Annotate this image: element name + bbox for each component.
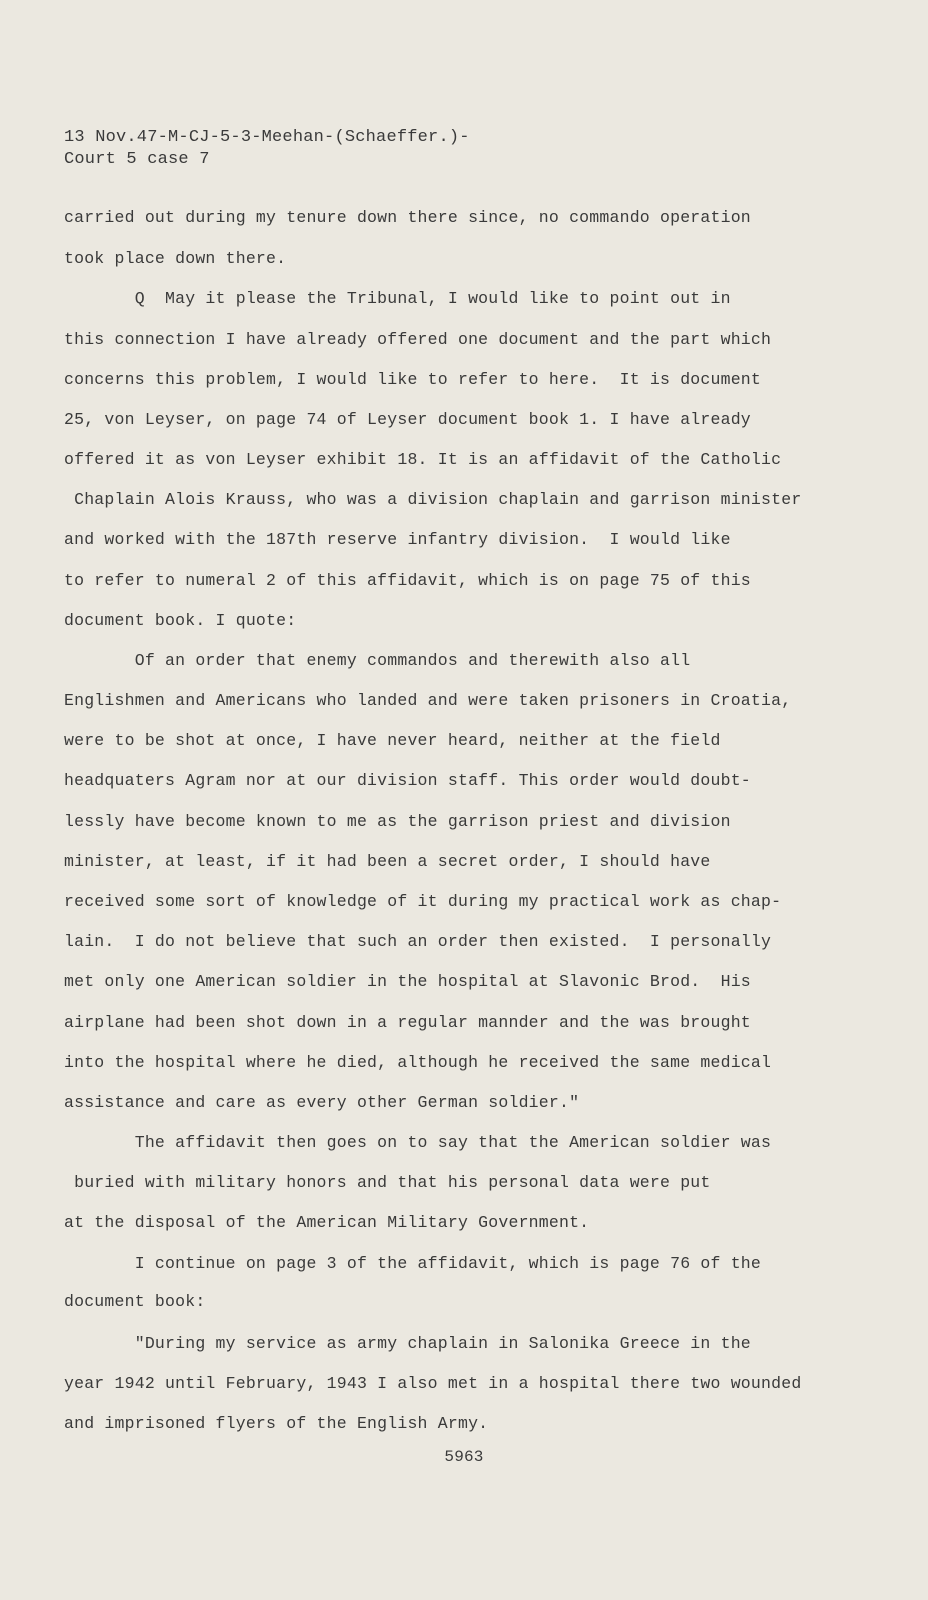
body-line: met only one American soldier in the hospital at Slavonic Brod. His — [64, 972, 751, 991]
body-line: airplane had been shot down in a regular mannder and the was brought — [64, 1013, 751, 1032]
body-line: lain. I do not believe that such an order then existed. I personally — [64, 932, 772, 951]
body-line: and worked with the 187th reserve infantry division. I would like — [64, 530, 731, 549]
body-line: headquaters Agram nor at our division staff. This order would doubt- — [64, 771, 751, 790]
body-line: Of an order that enemy commandos and therewith also all — [64, 651, 691, 670]
header-line-1: 13 Nov.47-M-CJ-5-3-Meehan-(Schaeffer.)- — [64, 128, 470, 147]
body-line: document book: — [64, 1292, 206, 1311]
body-line: were to be shot at once, I have never heard, neither at the field — [64, 731, 721, 750]
header-line-2: Court 5 case 7 — [64, 150, 210, 169]
body-line: this connection I have already offered one document and the part which — [64, 330, 772, 349]
body-line: offered it as von Leyser exhibit 18. It is an affidavit of the Catholic — [64, 450, 782, 469]
body-line: "During my service as army chaplain in Salonika Greece in the — [64, 1334, 751, 1353]
body-line: 25, von Leyser, on page 74 of Leyser document book 1. I have already — [64, 410, 751, 429]
body-line: concerns this problem, I would like to refer to here. It is document — [64, 370, 762, 389]
body-line: at the disposal of the American Military Government. — [64, 1213, 590, 1232]
body-line: minister, at least, if it had been a secret order, I should have — [64, 852, 711, 871]
body-line: took place down there. — [64, 249, 287, 268]
body-line: and imprisoned flyers of the English Army. — [64, 1414, 489, 1433]
body-line: Englishmen and Americans who landed and were taken prisoners in Croatia, — [64, 691, 792, 710]
page-number: 5963 — [444, 1448, 484, 1466]
body-line: buried with military honors and that his personal data were put — [64, 1173, 711, 1192]
body-line: document book. I quote: — [64, 611, 297, 630]
body-line: Chaplain Alois Krauss, who was a division chaplain and garrison minister — [64, 490, 802, 509]
body-line: lessly have become known to me as the garrison priest and division — [64, 812, 731, 831]
body-line: to refer to numeral 2 of this affidavit, which is on page 75 of this — [64, 571, 751, 590]
body-line: The affidavit then goes on to say that the American soldier was — [64, 1133, 772, 1152]
body-line: assistance and care as every other German soldier." — [64, 1093, 580, 1112]
body-line: into the hospital where he died, although he received the same medical — [64, 1053, 772, 1072]
body-line: carried out during my tenure down there since, no commando operation — [64, 208, 751, 227]
body-line: received some sort of knowledge of it during my practical work as chap- — [64, 892, 782, 911]
body-line: Q May it please the Tribunal, I would like to point out in — [64, 289, 731, 308]
body-line: I continue on page 3 of the affidavit, which is page 76 of the — [64, 1254, 762, 1273]
body-line: year 1942 until February, 1943 I also met in a hospital there two wounded — [64, 1374, 802, 1393]
